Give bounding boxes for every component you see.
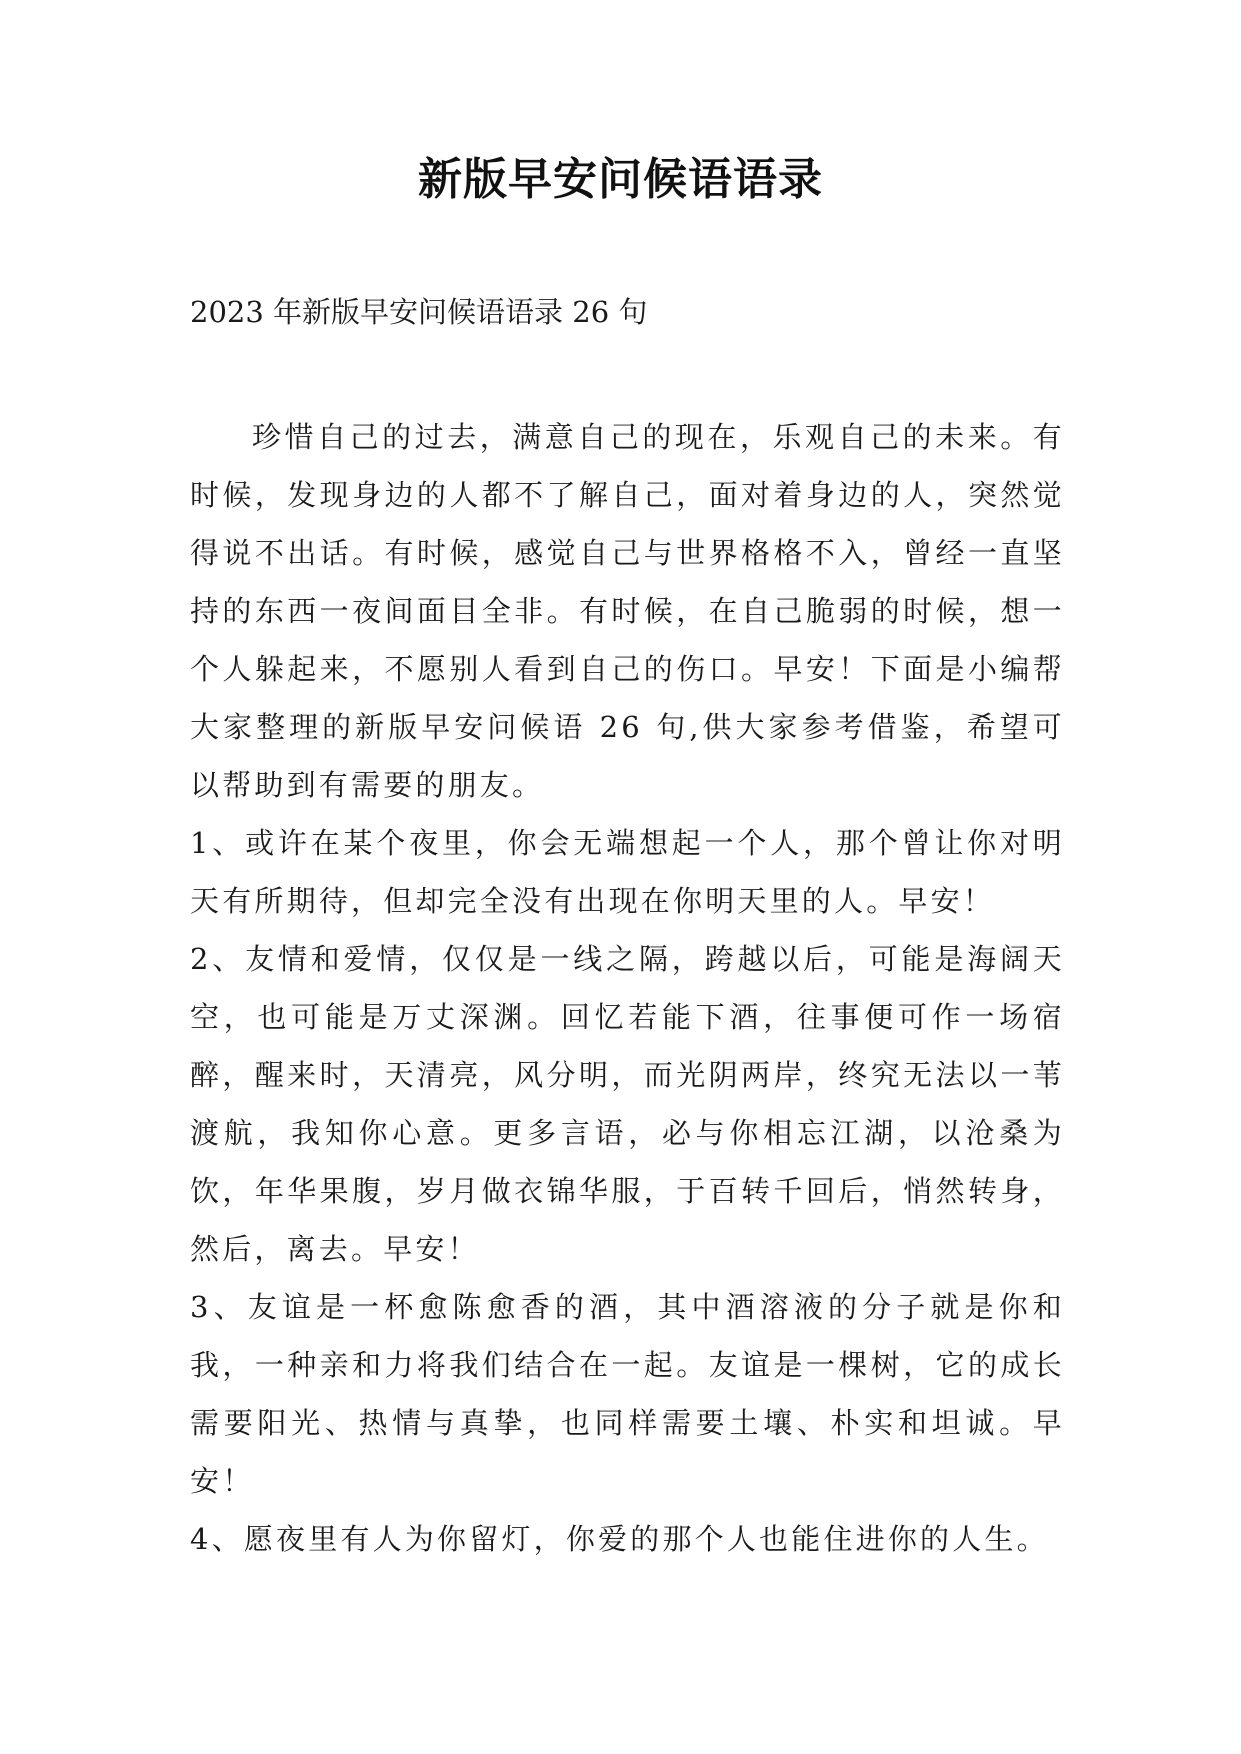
quote-item-1: 1、或许在某个夜里，你会无端想起一个人，那个曾让你对明天有所期待，但却完全没有出现在你明天里的人。早安！ xyxy=(190,826,1065,918)
document-subtitle: 2023 年新版早安问候语语录 26 句 xyxy=(190,295,648,329)
quote-item-4: 4、愿夜里有人为你留灯，你爱的那个人也能住进你的人生。 xyxy=(190,1522,1049,1556)
quote-item-2: 2、友情和爱情，仅仅是一线之隔，跨越以后，可能是海阔天空，也可能是万丈深渊。回忆若能下酒，往事便可作一场宿醉，醒来时，天清亮，风分明，而光阴两岸，终究无法以一苇渡航，我知你心意。更多言语，必与你相忘江湖，以沧桑为饮，年华果腹，岁月做衣锦华服，于百转千回后，悄然转身，然后，离去。早安！ xyxy=(190,942,1065,1266)
document-body xyxy=(190,408,1065,1568)
intro-paragraph: 珍惜自己的过去，满意自己的现在，乐观自己的未来。有时候，发现身边的人都不了解自己，面对着身边的人，突然觉得说不出话。有时候，感觉自己与世界格格不入，曾经一直坚持的东西一夜间面目全非。有时候，在自己脆弱的时候，想一个人躲起来，不愿别人看到自己的伤口。早安！下面是小编帮大家整理的新版早安问候语 26 句,供大家参考借鉴，希望可以帮助到有需要的朋友。 xyxy=(190,420,1065,802)
document-title: 新版早安问候语语录 xyxy=(418,154,823,205)
quote-item-3: 3、友谊是一杯愈陈愈香的酒，其中酒溶液的分子就是你和我，一种亲和力将我们结合在一起。友谊是一棵树，它的成长需要阳光、热情与真挚，也同样需要土壤、朴实和坦诚。早安！ xyxy=(190,1290,1065,1498)
